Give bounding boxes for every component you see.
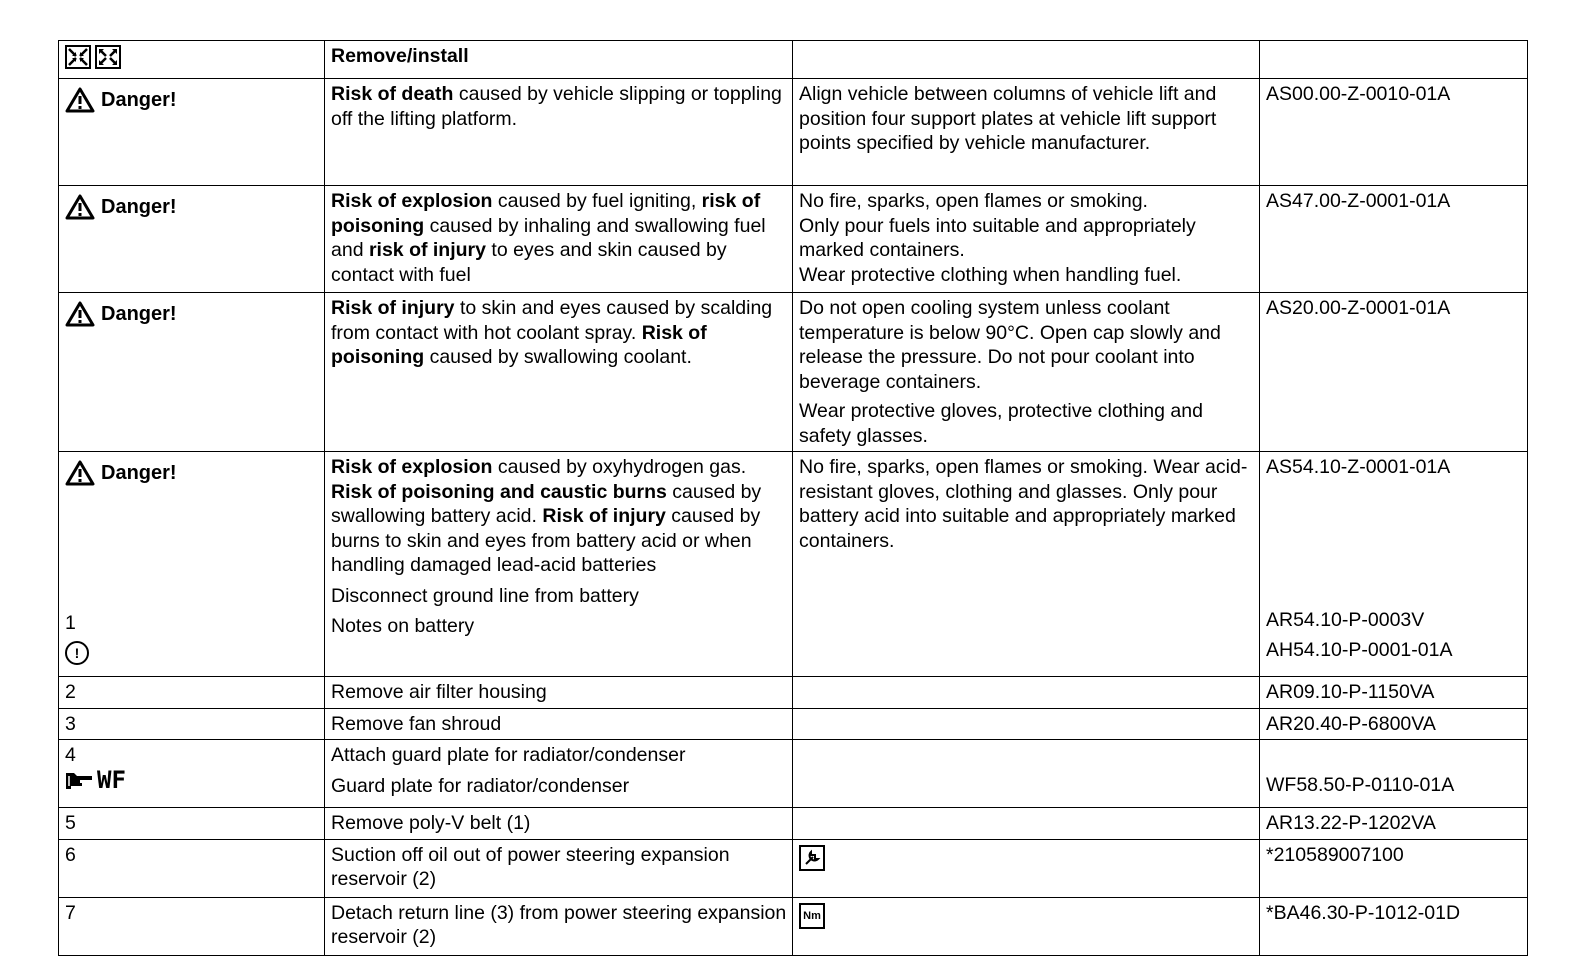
step-row (59, 677, 1528, 709)
step-number: 7 (59, 897, 325, 955)
step-text: Detach return line (3) from power steering expansion reservoir (2) (325, 897, 793, 955)
danger-label: Danger! (101, 302, 177, 325)
step-text: Suction off oil out of power steering expansion reservoir (2) (325, 839, 793, 897)
danger-label: Danger! (101, 195, 177, 218)
step-text: Attach guard plate for radiator/condenser (331, 744, 686, 766)
step-text: Disconnect ground line from battery (331, 584, 639, 607)
reference-link[interactable]: AR13.22-P-1202VA (1260, 808, 1528, 840)
shrink-icon[interactable] (65, 45, 91, 69)
header-icons-cell (59, 41, 325, 79)
danger-row (59, 186, 1528, 293)
reference-link[interactable]: AS54.10-Z-0001-01A (1266, 456, 1451, 478)
danger-row (59, 452, 1528, 677)
risk-text: Risk of injury to skin and eyes caused by scalding from contact with hot coolant spray. Risk of poisoning caused by swallowing coolant. (325, 293, 793, 452)
header-title: Remove/install (325, 41, 793, 79)
procedure-table (58, 40, 1528, 956)
step-row (59, 708, 1528, 740)
risk-text: Risk of explosion caused by oxyhydrogen gas. Risk of poisoning and caustic burns caused by swallowing battery acid. Risk of injury caused by burns to skin and eyes from battery acid or when handling damaged lead-acid batteries (331, 456, 762, 576)
workshop-equipment-marker[interactable]: WF (65, 768, 319, 793)
reference-link[interactable]: AR09.10-P-1150VA (1260, 677, 1528, 709)
wf-text: Guard plate for radiator/condenser (331, 774, 630, 797)
warning-triangle-icon (65, 301, 95, 327)
step-text: Remove air filter housing (325, 677, 793, 709)
step-number: 3 (59, 708, 325, 740)
reference-link[interactable]: AS47.00-Z-0001-01A (1260, 186, 1528, 293)
danger-row (59, 79, 1528, 186)
header-row (59, 41, 1528, 79)
danger-row (59, 293, 1528, 452)
step-row (59, 808, 1528, 840)
step-number: 1 (65, 612, 76, 634)
step-number: 5 (59, 808, 325, 840)
reference-link[interactable]: AS00.00-Z-0010-01A (1260, 79, 1528, 186)
step-text: Remove poly-V belt (1) (325, 808, 793, 840)
expand-icon[interactable] (95, 45, 121, 69)
warning-triangle-icon (65, 194, 95, 220)
reference-link[interactable]: AR54.10-P-0003V (1266, 608, 1425, 631)
reference-link[interactable]: WF58.50-P-0110-01A (1266, 774, 1455, 796)
measure-text: Do not open cooling system unless coolant temperature is below 90°C. Open cap slowly and release the pressure. Do not pour coolant into beverage containers. Wear protective gloves, protective clothing and safety glasses. (793, 293, 1260, 452)
measure-text: No fire, sparks, open flames or smoking. Wear acid-resistant gloves, clothing and glasses. Only pour battery acid into suitable and appropriately marked containers. (793, 452, 1260, 677)
step-row (59, 897, 1528, 955)
reference-link[interactable]: AR20.40-P-6800VA (1260, 708, 1528, 740)
note-icon[interactable]: ! (65, 641, 89, 665)
measure-text: No fire, sparks, open flames or smoking. Only pour fuels into suitable and appropriately marked containers. Wear protective clothing when handling fuel. (793, 186, 1260, 293)
step-row (59, 839, 1528, 897)
danger-label: Danger! (101, 461, 177, 484)
pointing-hand-icon (65, 769, 93, 791)
step-row (59, 740, 1528, 808)
torque-icon[interactable]: Nm (799, 903, 825, 929)
step-number: 2 (59, 677, 325, 709)
reference-link[interactable]: *BA46.30-P-1012-01D (1260, 897, 1528, 955)
reference-link[interactable]: AS20.00-Z-0001-01A (1260, 293, 1528, 452)
measure-text: Align vehicle between columns of vehicle lift and position four support plates at vehicle lift support points specified by vehicle manufacturer. (793, 79, 1260, 186)
warning-triangle-icon (65, 87, 95, 113)
warning-triangle-icon (65, 460, 95, 486)
special-tool-icon[interactable] (799, 845, 825, 871)
step-text: Remove fan shroud (325, 708, 793, 740)
danger-label: Danger! (101, 88, 177, 111)
step-number: 6 (59, 839, 325, 897)
reference-link[interactable]: AH54.10-P-0001-01A (1266, 639, 1453, 661)
risk-text: Risk of explosion caused by fuel igniting, risk of poisoning caused by inhaling and swallowing fuel and risk of injury to eyes and skin caused by contact with fuel (325, 186, 793, 293)
reference-link[interactable]: *210589007100 (1260, 839, 1528, 897)
step-number: 4 (65, 744, 76, 766)
note-text: Notes on battery (331, 615, 475, 637)
risk-text: Risk of death caused by vehicle slipping or toppling off the lifting platform. (325, 79, 793, 186)
